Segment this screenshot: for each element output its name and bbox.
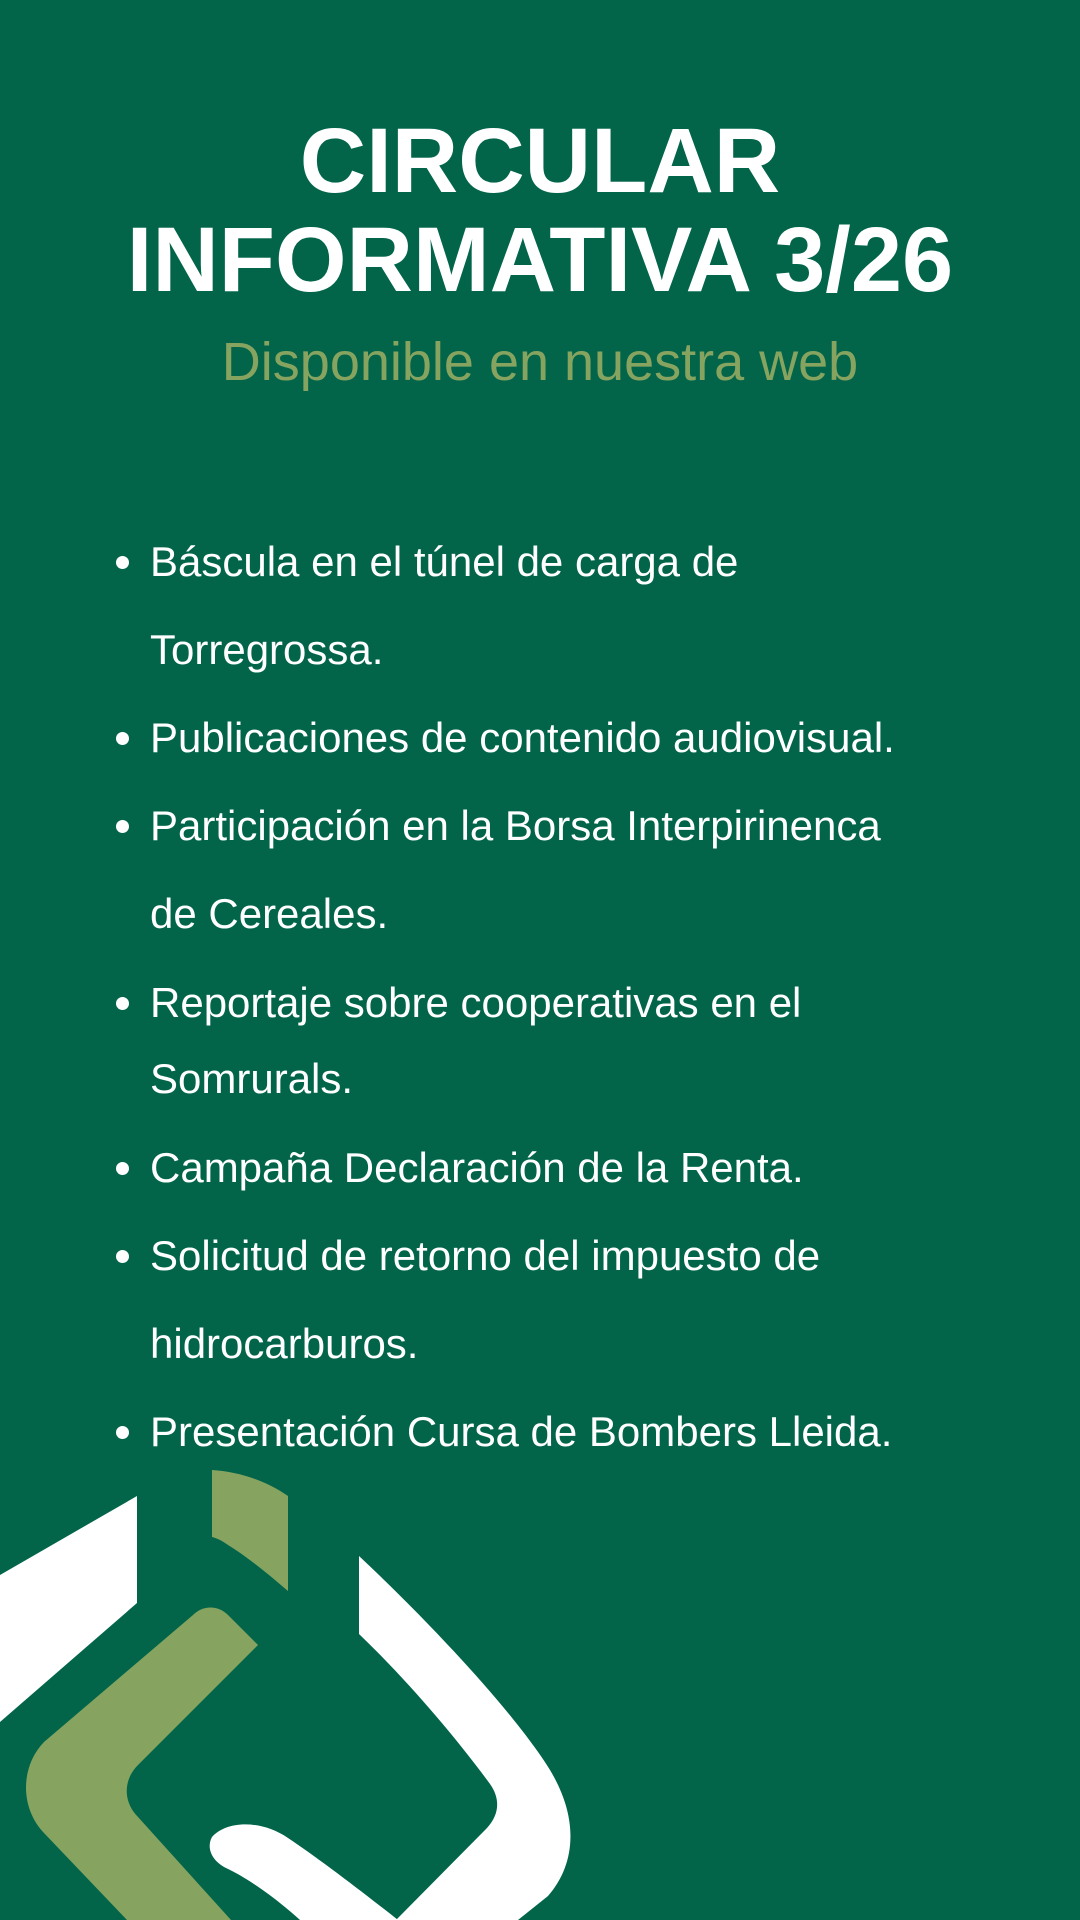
list-item	[113, 1124, 1003, 1212]
page-title	[0, 112, 1080, 310]
circular-topics-list	[113, 518, 1003, 1476]
list-item-text-line: de Cereales.	[150, 890, 389, 937]
brand-logo-mark-icon	[0, 1460, 620, 1920]
title-line-circular: CIRCULAR	[299, 110, 781, 212]
bullet-dot-icon	[116, 1426, 129, 1439]
bullet-dot-icon	[116, 556, 129, 569]
list-item-text-line: Báscula en el túnel de carga de	[150, 538, 739, 585]
bullet-dot-icon	[116, 820, 129, 833]
list-item	[113, 965, 1003, 1117]
list-item-text-line: hidrocarburos.	[150, 1320, 419, 1367]
list-item	[113, 518, 1003, 694]
bullet-dot-icon	[116, 1250, 129, 1263]
logo-top-green-leaf-icon	[212, 1470, 288, 1591]
list-item-text-line: Campaña Declaración de la Renta.	[150, 1144, 804, 1191]
list-item-text-line: Publicaciones de contenido audiovisual.	[150, 714, 895, 761]
list-item	[113, 694, 1003, 782]
logo-bottom-white-ribbon-icon	[210, 1824, 398, 1920]
list-item-text-line: Torregrossa.	[150, 626, 384, 673]
title-line-informativa: INFORMATIVA 3/26	[126, 209, 954, 311]
bullet-dot-icon	[116, 732, 129, 745]
list-item	[113, 1212, 1003, 1388]
bullet-dot-icon	[116, 997, 129, 1010]
list-item-text-line: Reportaje sobre cooperativas en el	[150, 979, 802, 1026]
list-item-text-line: Presentación Cursa de Bombers Lleida.	[150, 1408, 893, 1455]
logo-right-white-arc-icon	[359, 1556, 570, 1920]
list-item-text-line: Participación en la Borsa Interpirinenca	[150, 802, 881, 849]
list-item-text-line: Solicitud de retorno del impuesto de	[150, 1232, 821, 1279]
poster-header	[0, 112, 1080, 394]
list-item	[113, 782, 1003, 958]
bullet-dot-icon	[116, 1162, 129, 1175]
availability-subtitle: Disponible en nuestra web	[221, 332, 859, 392]
list-item-text-line: Somrurals.	[150, 1055, 354, 1102]
